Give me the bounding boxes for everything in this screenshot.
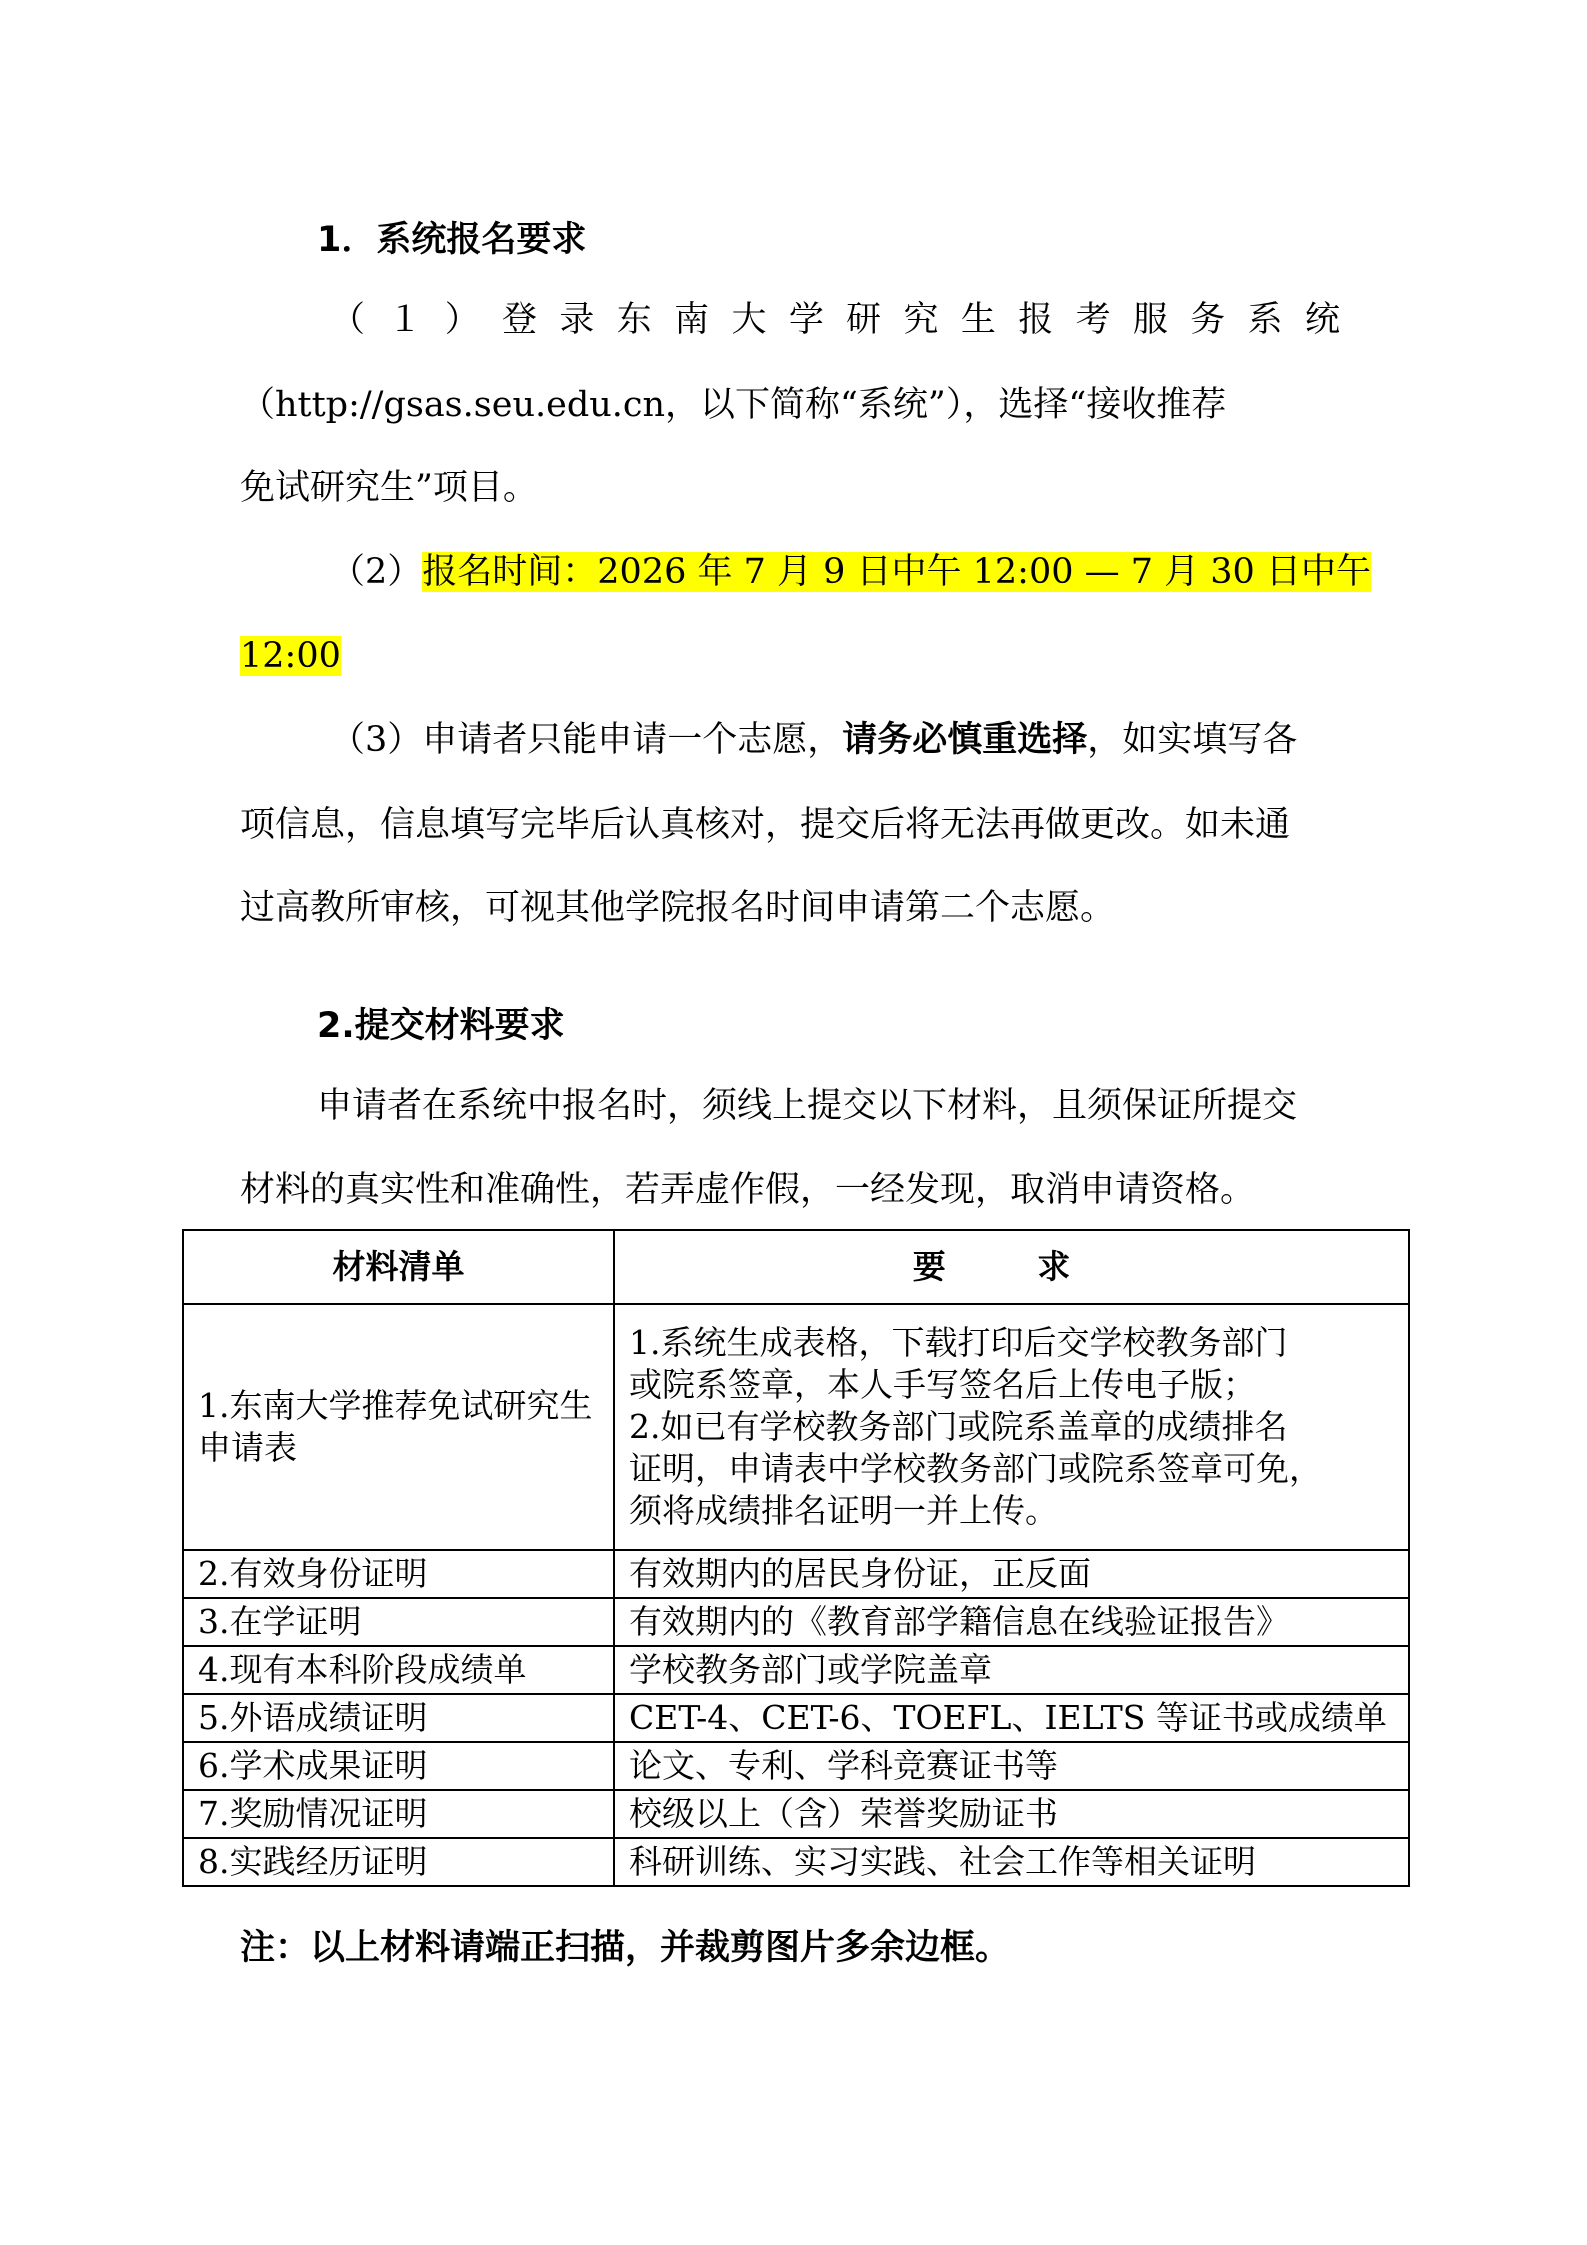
item2-prefix: （2）: [330, 552, 423, 592]
material-cell: 6.学术成果证明: [183, 1742, 614, 1790]
header-materials: 材料清单: [183, 1230, 614, 1304]
item1-line2: （http://gsas.seu.edu.cn，以下简称“系统”），选择“接收推荐: [240, 385, 1227, 425]
material-cell: 8.实践经历证明: [183, 1838, 614, 1886]
table-row: [183, 1304, 1409, 1550]
item3-text-post: ，如实填写各: [1087, 720, 1298, 760]
table-row: [183, 1646, 1409, 1694]
requirement-cell: 科研训练、实习实践、社会工作等相关证明: [614, 1838, 1409, 1886]
table-row: [183, 1790, 1409, 1838]
requirement-line: 1.系统生成表格，下载打印后交学校教务部门: [629, 1323, 1288, 1362]
item3-line3: 过高教所审核，可视其他学院报名时间申请第二个志愿。: [240, 888, 1116, 928]
item1-line3: 免试研究生”项目。: [240, 468, 538, 508]
section-2-intro-line2: 材料的真实性和准确性，若弄虚作假，一经发现，取消申请资格。: [240, 1170, 1256, 1210]
table-row: [183, 1598, 1409, 1646]
material-cell: 3.在学证明: [183, 1598, 614, 1646]
materials-table: [182, 1229, 1410, 1887]
requirement-line: 证明，申请表中学校教务部门或院系签章可免，: [629, 1449, 1322, 1488]
requirement-cell: 有效期内的居民身份证，正反面: [614, 1550, 1409, 1598]
requirement-line: 2.如已有学校教务部门或院系盖章的成绩排名: [629, 1407, 1288, 1446]
section-1-title: 1．系统报名要求: [317, 220, 587, 260]
item2-line1: [330, 550, 1371, 594]
material-cell: 1.东南大学推荐免试研究生申请表: [183, 1304, 614, 1550]
section-2-title: 2.提交材料要求: [317, 1006, 565, 1046]
requirement-line: 须将成绩排名证明一并上传。: [629, 1491, 1058, 1530]
requirement-cell: 学校教务部门或学院盖章: [614, 1646, 1409, 1694]
material-cell: 5.外语成绩证明: [183, 1694, 614, 1742]
item2-line2: [240, 634, 341, 678]
registration-time-highlight-cont: 12:00: [240, 636, 341, 676]
requirement-cell: [614, 1304, 1409, 1550]
table-row: [183, 1742, 1409, 1790]
requirement-cell: 校级以上（含）荣誉奖励证书: [614, 1790, 1409, 1838]
table-row: [183, 1838, 1409, 1886]
material-cell: 2.有效身份证明: [183, 1550, 614, 1598]
table-row: [183, 1550, 1409, 1598]
item3-text-pre: （3）申请者只能申请一个志愿，: [330, 720, 843, 760]
item3-emphasis: 请务必慎重选择: [842, 720, 1088, 760]
requirement-cell: 论文、专利、学科竞赛证书等: [614, 1742, 1409, 1790]
material-cell: 4.现有本科阶段成绩单: [183, 1646, 614, 1694]
requirement-line: 或院系签章，本人手写签名后上传电子版；: [629, 1365, 1256, 1404]
requirement-cell: CET-4、CET-6、TOEFL、IELTS 等证书或成绩单: [614, 1694, 1409, 1742]
material-cell: 7.奖励情况证明: [183, 1790, 614, 1838]
table-row: [183, 1694, 1409, 1742]
header-requirements: 要 求: [614, 1230, 1409, 1304]
table-header-row: [183, 1230, 1409, 1304]
scan-note: 注：以上材料请端正扫描，并裁剪图片多余边框。: [240, 1928, 1011, 1968]
item3-line2: 项信息，信息填写完毕后认真核对，提交后将无法再做更改。如未通: [240, 805, 1291, 845]
registration-time-highlight: 报名时间：2026 年 7 月 9 日中午 12:00 — 7 月 30 日中午: [422, 552, 1371, 592]
item3-line1: [330, 718, 1297, 762]
item1-line1: （１）登录东南大学研究生报考服务系统: [330, 300, 1358, 340]
requirement-cell: 有效期内的《教育部学籍信息在线验证报告》: [614, 1598, 1409, 1646]
section-2-intro-line1: 申请者在系统中报名时，须线上提交以下材料，且须保证所提交: [317, 1086, 1298, 1126]
